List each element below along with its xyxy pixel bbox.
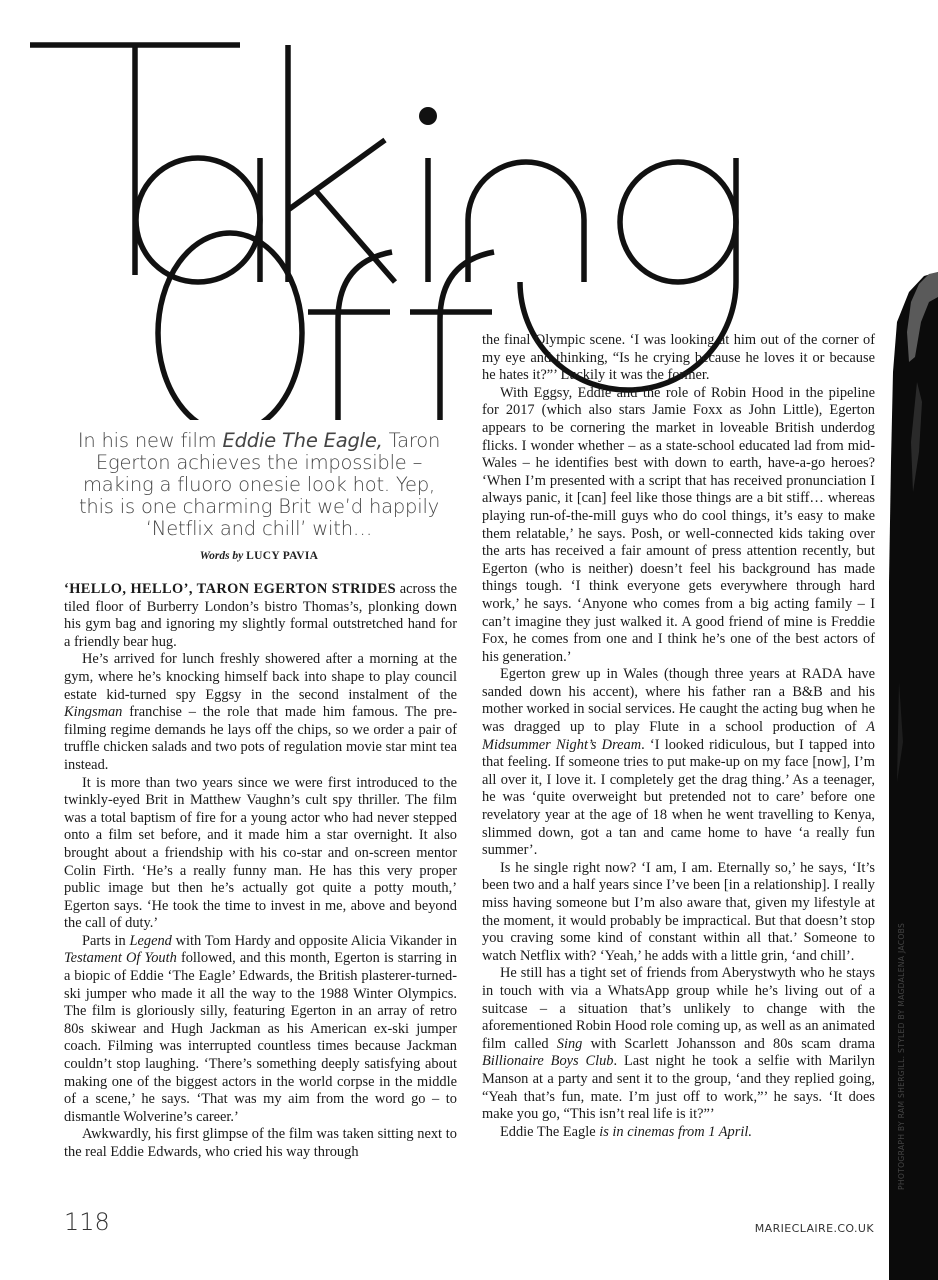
paragraph	[64, 651, 457, 774]
paragraph	[482, 965, 875, 1123]
film-title: Kingsman	[64, 704, 123, 721]
standfirst	[64, 430, 454, 540]
standfirst-text: Taron Egerton achieves the impossible – making a fluoro onesie look hot. Yep, this is one charming Brit we’d happily ‘Netflix and chill’ with…	[78, 429, 441, 540]
article-column-right	[482, 332, 875, 1141]
film-title: Eddie The Eagle	[500, 1123, 596, 1140]
photo-credit: PHOTOGRAPH BY RAM SHERGILL. STYLED BY MAGDALENA JACOBS	[897, 922, 906, 1190]
film-title: Sing	[556, 1035, 583, 1052]
paragraph-text: with Scarlett Johansson and 80s scam drama	[582, 1035, 875, 1052]
headline-letter-f1	[308, 252, 392, 420]
paragraph-text: franchise – the role that made him famous. The pre-filming regime demands he lays off the chips, so we order a pair of truffle chicken salads and two pots of regulation movie star mint tea instead.	[64, 704, 457, 773]
article-column-left	[64, 581, 457, 1162]
film-title: Billionaire Boys Club	[482, 1053, 614, 1070]
lead-in: ‘HELLO, HELLO’, TARON EGERTON STRIDES	[64, 581, 397, 597]
byline	[64, 550, 454, 562]
paragraph	[64, 933, 457, 1127]
film-title: Legend	[129, 932, 172, 949]
standfirst-film-title: Eddie The Eagle,	[222, 429, 383, 452]
headline-letter-n	[468, 162, 584, 282]
paragraph-text: with Tom Hardy and opposite Alicia Vikander in	[171, 932, 458, 949]
paragraph	[482, 1124, 875, 1142]
headline-letter-o	[158, 233, 302, 420]
byline-author: LUCY PAVIA	[246, 550, 319, 562]
headline-letter-a	[136, 158, 260, 282]
paragraph: Awkwardly, his first glimpse of the film was taken sitting next to the real Eddie Edwards, who cried his way through	[64, 1126, 457, 1160]
paragraph	[482, 666, 875, 860]
headline-letter-g	[620, 162, 736, 282]
paragraph-text: . ‘I looked ridiculous, but I tapped into that feeling. If someone tries to put make-up on my face [now], I’m all over it, I love it. I completely get the drag thing.’ As a teenager, he was ‘quite overweight but pretended not to care’ before one revelatory year at the age of 18 when he went travelling to Kenya, slimmed down, got a tan and came home to have ‘a really fun summer’.	[482, 736, 875, 859]
byline-label: Words by	[199, 550, 244, 562]
paragraph: Is he single right now? ‘I am, I am. Eternally so,’ he says, ‘It’s been two and a half years since I’ve been [in a relationship]. I really miss having someone but I’m also aware that, given my lifestyle at the moment, it would probably be impractical. But that doesn’t stop you craving some kind of constant within all that.’ Someone to watch Netflix with? ‘Yeah,’ he adds with a little grin, ‘and chill’.	[482, 859, 875, 964]
release-note: is in cinemas from 1 April.	[595, 1123, 752, 1140]
play-title: A Midsummer Night’s Dream	[482, 719, 875, 753]
film-title: Testament Of Youth	[64, 950, 177, 967]
paragraph: With Eggsy, Eddie and the role of Robin Hood in the pipeline for 2017 (which also stars Jamie Foxx as John Little), Egerton appears to be cornering the market in loveable British underdog flicks. I wonder whether – as a state-school educated lad from mid-Wales – he identifies best with down to earth, have-a-go heroes? ‘When I’m presented with a script that has received pronunciation I always panic, it [can] feel like those things are a bit stiff… whereas playing run-of-the-mill guys who do cool things, it’s easy to make them relatable,’ he says. Posh, or well-connected kids taking over the arts has received a fair amount of press attention recently, but Egerton (who is neither) doesn’t feel his background has made things tough. ‘I think everyone gets everywhere through hard work,’ he says. ‘Anyone who comes from a big acting family – I can’t imagine they just walked it. A good friend of mine is Freddie Fox, he comes from one and I think he’s one of the best actors of his generation.’	[482, 384, 875, 665]
paragraph-text: He’s arrived for lunch freshly showered after a morning at the gym, where he’s knocking himself back into shape to play council estate kid-turned spy Eggsy in the second instalment of the	[64, 651, 457, 703]
paragraph-text: followed, and this month, Egerton is starring in a biopic of Eddie ‘The Eagle’ Edwards, the British plasterer-turned-ski jumper who made it all the way to the 1988 Winter Olympics. The film is gloriously silly, featuring Egerton in an array of retro 80s skiwear and Hugh Jackman as his American ex-ski jumper coach. Filming was interrupted countless times because Jackman couldn’t stop laughing. ‘There’s something deeply satisfying about making one of the biggest actors in the world corpse in the middle of a scene,’ he says. ‘That was my aim from the word go – to dismantle Wolverine’s career.’	[64, 950, 457, 1125]
headline-letter-k	[288, 45, 395, 282]
page-number: 118	[64, 1208, 110, 1236]
paragraph-text: . Last night he took a selfie with Marilyn Manson at a party and sent it to the group, ‘and they replied going, “Yeah that’s fun, mate. I’m just off to work,”’ he says. ‘It does make you go, “This isn’t real life is it?”’	[482, 1053, 875, 1123]
paragraph-text: He still has a tight set of friends from Aberystwyth who he stays in touch with via a WhatsApp group while he’s living out of a suitcase – a situation that’s unlikely to change with the aforementioned Robin Hood role coming up, as well as an animated film called	[482, 965, 875, 1052]
paragraph-text: Parts in	[82, 932, 130, 949]
standfirst-text: In his new film	[77, 429, 223, 452]
paragraph-text: Egerton grew up in Wales (though three years at RADA have sanded down his accent), where his father ran a B&B and his mother worked in social services. He caught the acting bug when he was dragged up to play Flute in a school production of	[482, 666, 875, 736]
paragraph: It is more than two years since we were first introduced to the twinkly-eyed Brit in Matthew Vaughn’s cult spy thriller. The film was a total baptism of fire for a young actor who had never stepped onto a film set before, and it made him a star overnight. It also brought about a friendship with his co-star and on-screen mentor Colin Firth. ‘He’s a really funny man. He has this very proper public image but then he’s actually got quite a potty mouth,’ Egerton says. ‘He took the time to invest in me, above and beyond the call of duty.’	[64, 774, 457, 932]
paragraph-text: across the tiled floor of Burberry London’s bistro Thomas’s, plonking down his gym bag and ignoring my slightly formal outstretched hand for a friendly bear hug.	[64, 581, 457, 650]
paragraph: the final Olympic scene. ‘I was looking at him out of the corner of my eye and thinking, “Is he crying because he loves it or because he hates it?”’ Luckily it was the former.	[482, 332, 875, 384]
paragraph	[64, 581, 457, 651]
website-url: MARIECLAIRE.CO.UK	[754, 1222, 874, 1235]
